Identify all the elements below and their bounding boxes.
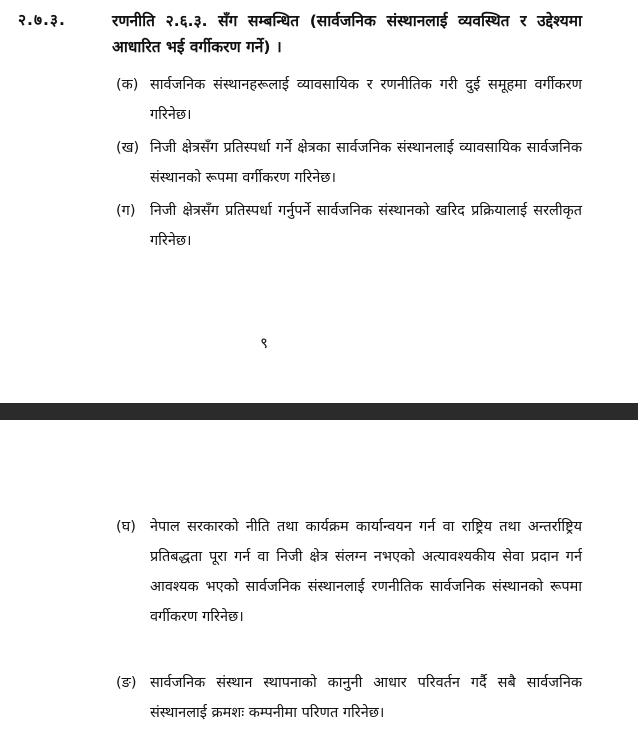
list-item-kha: [116, 133, 582, 193]
list-item-gha: [116, 512, 582, 632]
list-marker: (ख): [116, 140, 140, 156]
list-item-text: सार्वजनिक संस्थान स्थापनाको कानुनी आधार परिवर्तन गर्दै सबै सार्वजनिक संस्थानलाई क्रमशः कम्पनीमा परिणत गरिनेछ।: [150, 675, 582, 721]
list-item-nga: [116, 668, 582, 728]
list-item-ka: [116, 70, 582, 130]
page-number: ९: [260, 334, 268, 352]
section-number: २.७.३.: [18, 11, 66, 29]
list-item-text: सार्वजनिक संस्थानहरूलाई व्यावसायिक र रणनीतिक गरी दुई समूहमा वर्गीकरण गरिनेछ।: [150, 77, 582, 123]
list-marker: (क): [116, 77, 139, 93]
list-marker: (घ): [116, 519, 136, 535]
list-marker: (ग): [116, 203, 136, 219]
document-page-bottom: [0, 420, 638, 732]
list-item-text: नेपाल सरकारको नीति तथा कार्यक्रम कार्यान्वयन गर्न वा राष्ट्रिय तथा अन्तर्राष्ट्रिय प्रतिबद्धता पूरा गर्न वा निजी क्षेत्र संलग्न नभएको अत्यावश्यकीय सेवा प्रदान गर्न आवश्यक भएको सार्वजनिक संस्थानलाई रणनीतिक सार्वजनिक संस्थानको रूपमा वर्गीकरण गरिनेछ।: [150, 519, 582, 625]
section-heading: रणनीति २.६.३. सँग सम्बन्धित (सार्वजनिक संस्थानलाई व्यवस्थित र उद्देश्यमा आधारित भई वर्गीकरण गर्ने) ।: [112, 12, 582, 56]
list-item-text: निजी क्षेत्रसँग प्रतिस्पर्धा गर्नुपर्ने सार्वजनिक संस्थानको खरिद प्रक्रियालाई सरलीकृत गरिनेछ।: [150, 203, 582, 249]
list-item-text: निजी क्षेत्रसँग प्रतिस्पर्धा गर्ने क्षेत्रका सार्वजनिक संस्थानलाई व्यावसायिक सार्वजनिक संस्थानको रूपमा वर्गीकरण गरिनेछ।: [150, 140, 582, 186]
page-divider: [0, 403, 638, 420]
list-item-ga: [116, 196, 582, 256]
list-marker: (ङ): [116, 675, 137, 691]
